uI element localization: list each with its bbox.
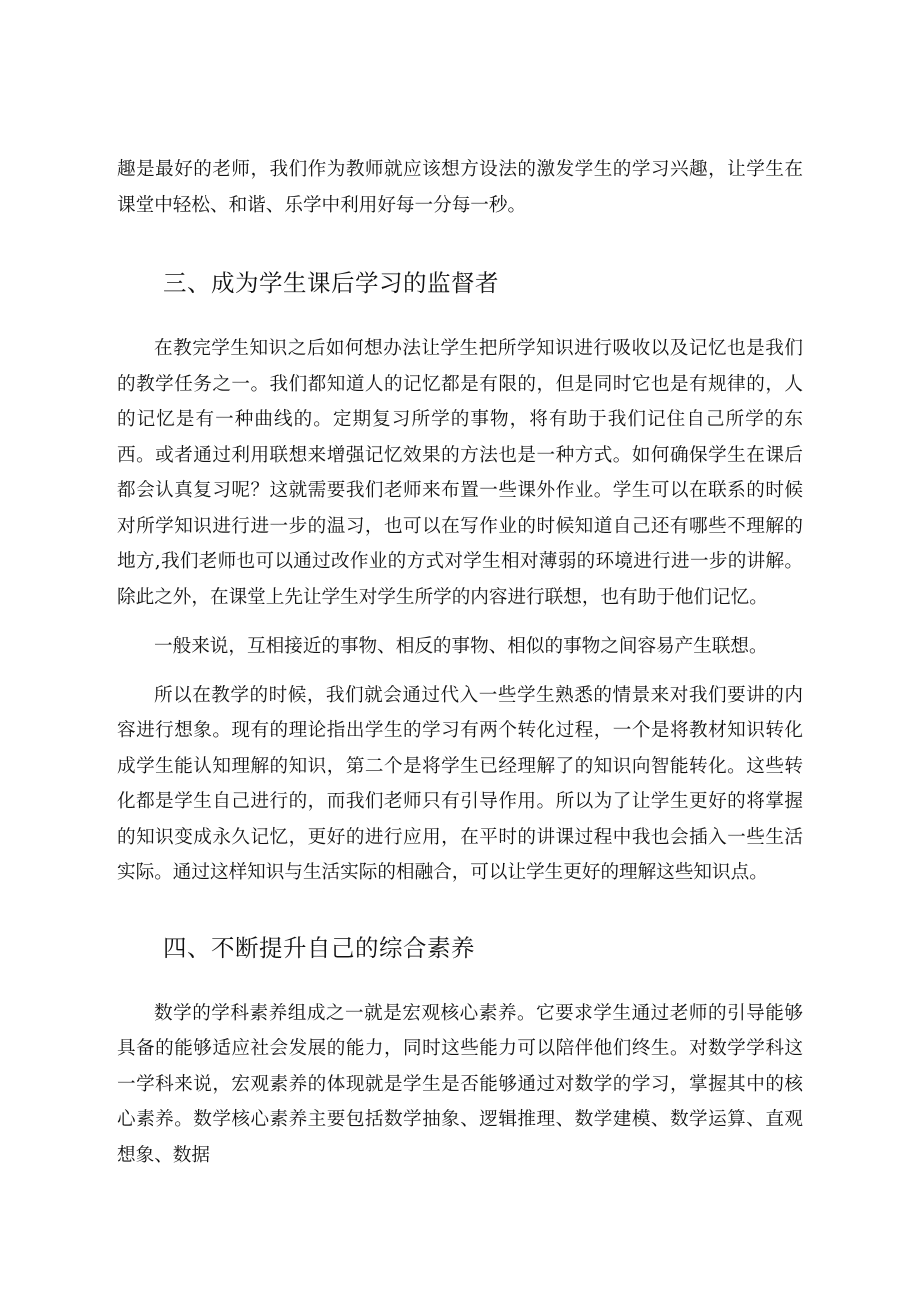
section-3-paragraph-2: 一般来说，互相接近的事物、相反的事物、相似的事物之间容易产生联想。 bbox=[154, 636, 768, 657]
section-3-heading: 三、成为学生课后学习的监督者 bbox=[163, 269, 499, 297]
section-4-paragraph-1: 数学的学科素养组成之一就是宏观核心素养。它要求学生通过老师的引导能够具备的能够适应社会发展的能力，同时这些能力可以陪伴他们终生。对数学学科这一学科来说，宏观素养的体现就是学生是否能够通过对数学的学习，掌握其中的核心素养。数学核心素养主要包括数学抽象、逻辑推理、数学建模、数学运算、直观想象、数据 bbox=[117, 1002, 803, 1166]
section-3-paragraph-3: 所以在教学的时候，我们就会通过代入一些学生熟悉的情景来对我们要讲的内容进行想象。现有的理论指出学生的学习有两个转化过程，一个是将教材知识转化成学生能认知理解的知识，第二个是将学生已经理解了的知识向智能转化。这些转化都是学生自己进行的，而我们老师只有引导作用。所以为了让学生更好的将掌握的知识变成永久记忆，更好的进行应用，在平时的讲课过程中我也会插入一些生活实际。通过这样知识与生活实际的相融合，可以让学生更好的理解这些知识点。 bbox=[117, 684, 803, 883]
section-4-heading: 四、不断提升自己的综合素养 bbox=[163, 933, 475, 962]
section-3-paragraph-1: 在教完学生知识之后如何想办法让学生把所学知识进行吸收以及记忆也是我们的教学任务之一。我们都知道人的记忆都是有限的，但是同时它也是有规律的，人的记忆是有一种曲线的。定期复习所学的事物，将有助于我们记住自己所学的东西。或者通过利用联想来增强记忆效果的方法也是一种方式。如何确保学生在课后都会认真复习呢？这就需要我们老师来布置一些课外作业。学生可以在联系的时候对所学知识进行进一步的温习，也可以在写作业的时候知道自己还有哪些不理解的地方,我们老师也可以通过改作业的方式对学生相对薄弱的环境进行进一步的讲解。除此之外，在课堂上先让学生对学生所学的内容进行联想，也有助于他们记忆。 bbox=[117, 338, 803, 608]
document-body bbox=[117, 152, 803, 1173]
intro-paragraph: 趣是最好的老师，我们作为教师就应该想方设法的激发学生的学习兴趣，让学生在课堂中轻松、和谐、乐学中利用好每一分每一秒。 bbox=[117, 159, 803, 216]
